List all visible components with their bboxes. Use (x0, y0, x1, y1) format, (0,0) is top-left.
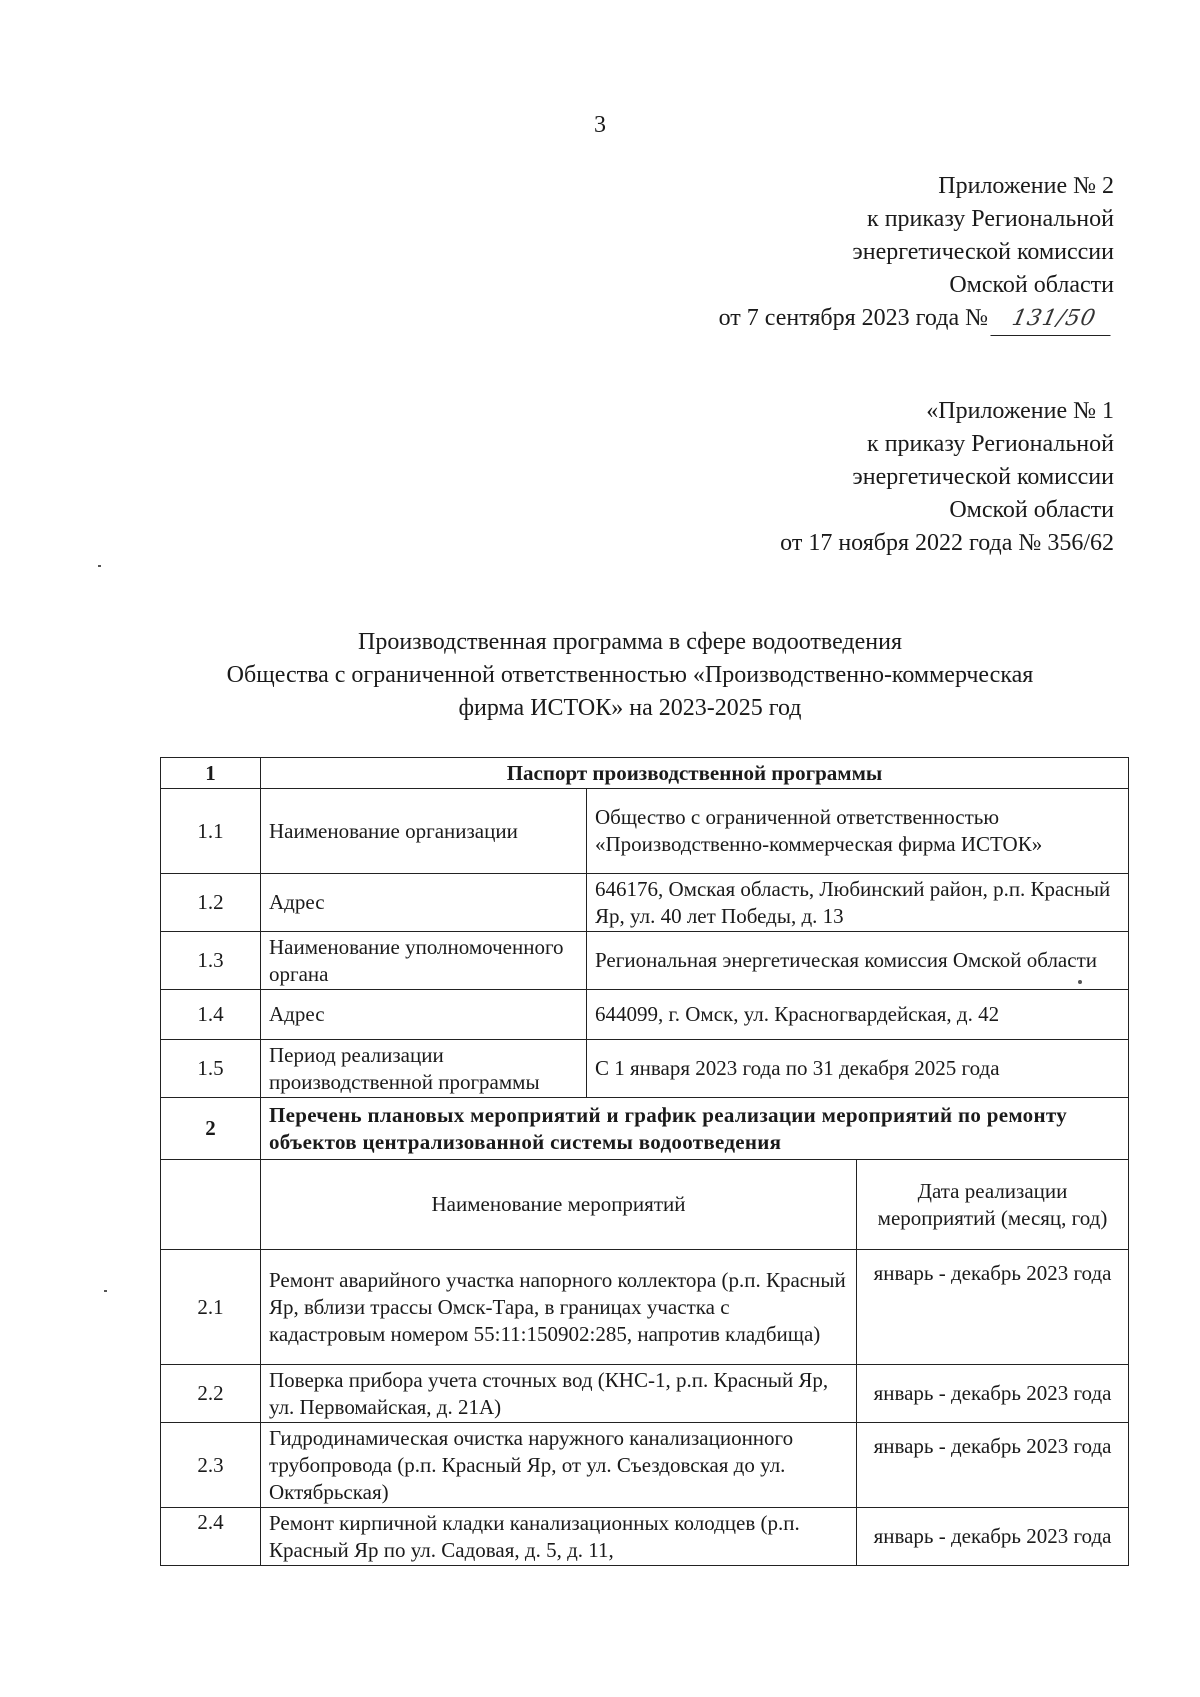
section-1-title: Паспорт производственной программы (261, 758, 1129, 789)
program-table (160, 757, 1128, 1566)
row-number: 1.4 (161, 990, 261, 1040)
handwritten-order-number: 131/50 (990, 302, 1117, 336)
row-label: Адрес (261, 874, 587, 932)
row-value: 646176, Омская область, Любинский район, р.п. Красный Яр, ул. 40 лет Победы, д. 13 (587, 874, 1129, 932)
document-title (140, 626, 1120, 725)
activity-name: Гидродинамическая очистка наружного канализационного трубопровода (р.п. Красный Яр, от ул. Съездовская до ул. Октябрьская) (261, 1423, 857, 1508)
appendix-2-line: Омской области (949, 272, 1114, 298)
row-number: 1.1 (161, 789, 261, 874)
activity-date: январь - декабрь 2023 года (857, 1423, 1129, 1508)
table-row (161, 1040, 1129, 1098)
scan-speck (98, 565, 101, 567)
page-number: 3 (594, 112, 606, 138)
activity-date: январь - декабрь 2023 года (857, 1508, 1129, 1566)
row-label: Наименование организации (261, 789, 587, 874)
table-row (161, 789, 1129, 874)
table-row (161, 1098, 1129, 1160)
row-number: 2.3 (161, 1423, 261, 1508)
appendix-2-header (719, 170, 1114, 336)
header-name: Наименование мероприятий (261, 1160, 857, 1250)
scan-speck (1078, 980, 1082, 984)
activity-name: Ремонт аварийного участка напорного коллектора (р.п. Красный Яр, вблизи трассы Омск-Тара, в границах участка с кадастровым номером 55:11:150902:285, напротив кладбища) (261, 1250, 857, 1365)
appendix-2-line: энергетической комиссии (852, 239, 1114, 265)
table-row (161, 1250, 1129, 1365)
title-line: Общества с ограниченной ответственностью «Производственно-коммерческая (226, 662, 1034, 688)
activity-name: Ремонт кирпичной кладки канализационных колодцев (р.п. Красный Яр по ул. Садовая, д. 5, д. 11, (261, 1508, 857, 1566)
table-row (161, 932, 1129, 990)
row-number: 1.2 (161, 874, 261, 932)
appendix-1-line: «Приложение № 1 (926, 398, 1114, 424)
table-row (161, 990, 1129, 1040)
appendix-2-line: Приложение № 2 (938, 173, 1114, 199)
activity-date: январь - декабрь 2023 года (857, 1365, 1129, 1423)
title-line: Производственная программа в сфере водоотведения (357, 629, 903, 655)
table-row (161, 1365, 1129, 1423)
table-row (161, 1508, 1129, 1566)
header-empty-cell (161, 1160, 261, 1250)
row-number: 1.3 (161, 932, 261, 990)
appendix-1-line: от 17 ноября 2022 года № 356/62 (780, 530, 1114, 556)
row-value: 644099, г. Омск, ул. Красногвардейская, д. 42 (587, 990, 1129, 1040)
row-number: 2.4 (161, 1508, 261, 1566)
appendix-1-line: Омской области (949, 497, 1114, 523)
row-label: Наименование уполномоченного органа (261, 932, 587, 990)
appendix-1-header (780, 395, 1114, 560)
section-2-number: 2 (161, 1098, 261, 1160)
header-date: Дата реализации мероприятий (месяц, год) (857, 1160, 1129, 1250)
appendix-2-date-line (719, 302, 1114, 336)
row-number: 1.5 (161, 1040, 261, 1098)
appendix-1-line: энергетической комиссии (852, 464, 1114, 490)
row-number: 2.1 (161, 1250, 261, 1365)
appendix-2-line: к приказу Региональной (867, 206, 1114, 232)
appendix-2-date: от 7 сентября 2023 года № (718, 305, 988, 331)
scan-speck (104, 1290, 107, 1292)
activity-name: Поверка прибора учета сточных вод (КНС-1, р.п. Красный Яр, ул. Первомайская, д. 21А) (261, 1365, 857, 1423)
section-1-number: 1 (161, 758, 261, 789)
appendix-1-line: к приказу Региональной (867, 431, 1114, 457)
row-value: С 1 января 2023 года по 31 декабря 2025 года (587, 1040, 1129, 1098)
table-row (161, 1160, 1129, 1250)
row-label: Период реализации производственной программы (261, 1040, 587, 1098)
section-2-title: Перечень плановых мероприятий и график реализации мероприятий по ремонту объектов централизованной системы водоотведения (261, 1098, 1129, 1160)
title-line: фирма ИСТОК» на 2023-2025 год (458, 695, 802, 721)
table-row (161, 1423, 1129, 1508)
row-number: 2.2 (161, 1365, 261, 1423)
row-value: Региональная энергетическая комиссия Омской области (587, 932, 1129, 990)
table-row (161, 874, 1129, 932)
row-value: Общество с ограниченной ответственностью «Производственно-коммерческая фирма ИСТОК» (587, 789, 1129, 874)
activity-date: январь - декабрь 2023 года (857, 1250, 1129, 1365)
table-row (161, 758, 1129, 789)
row-label: Адрес (261, 990, 587, 1040)
